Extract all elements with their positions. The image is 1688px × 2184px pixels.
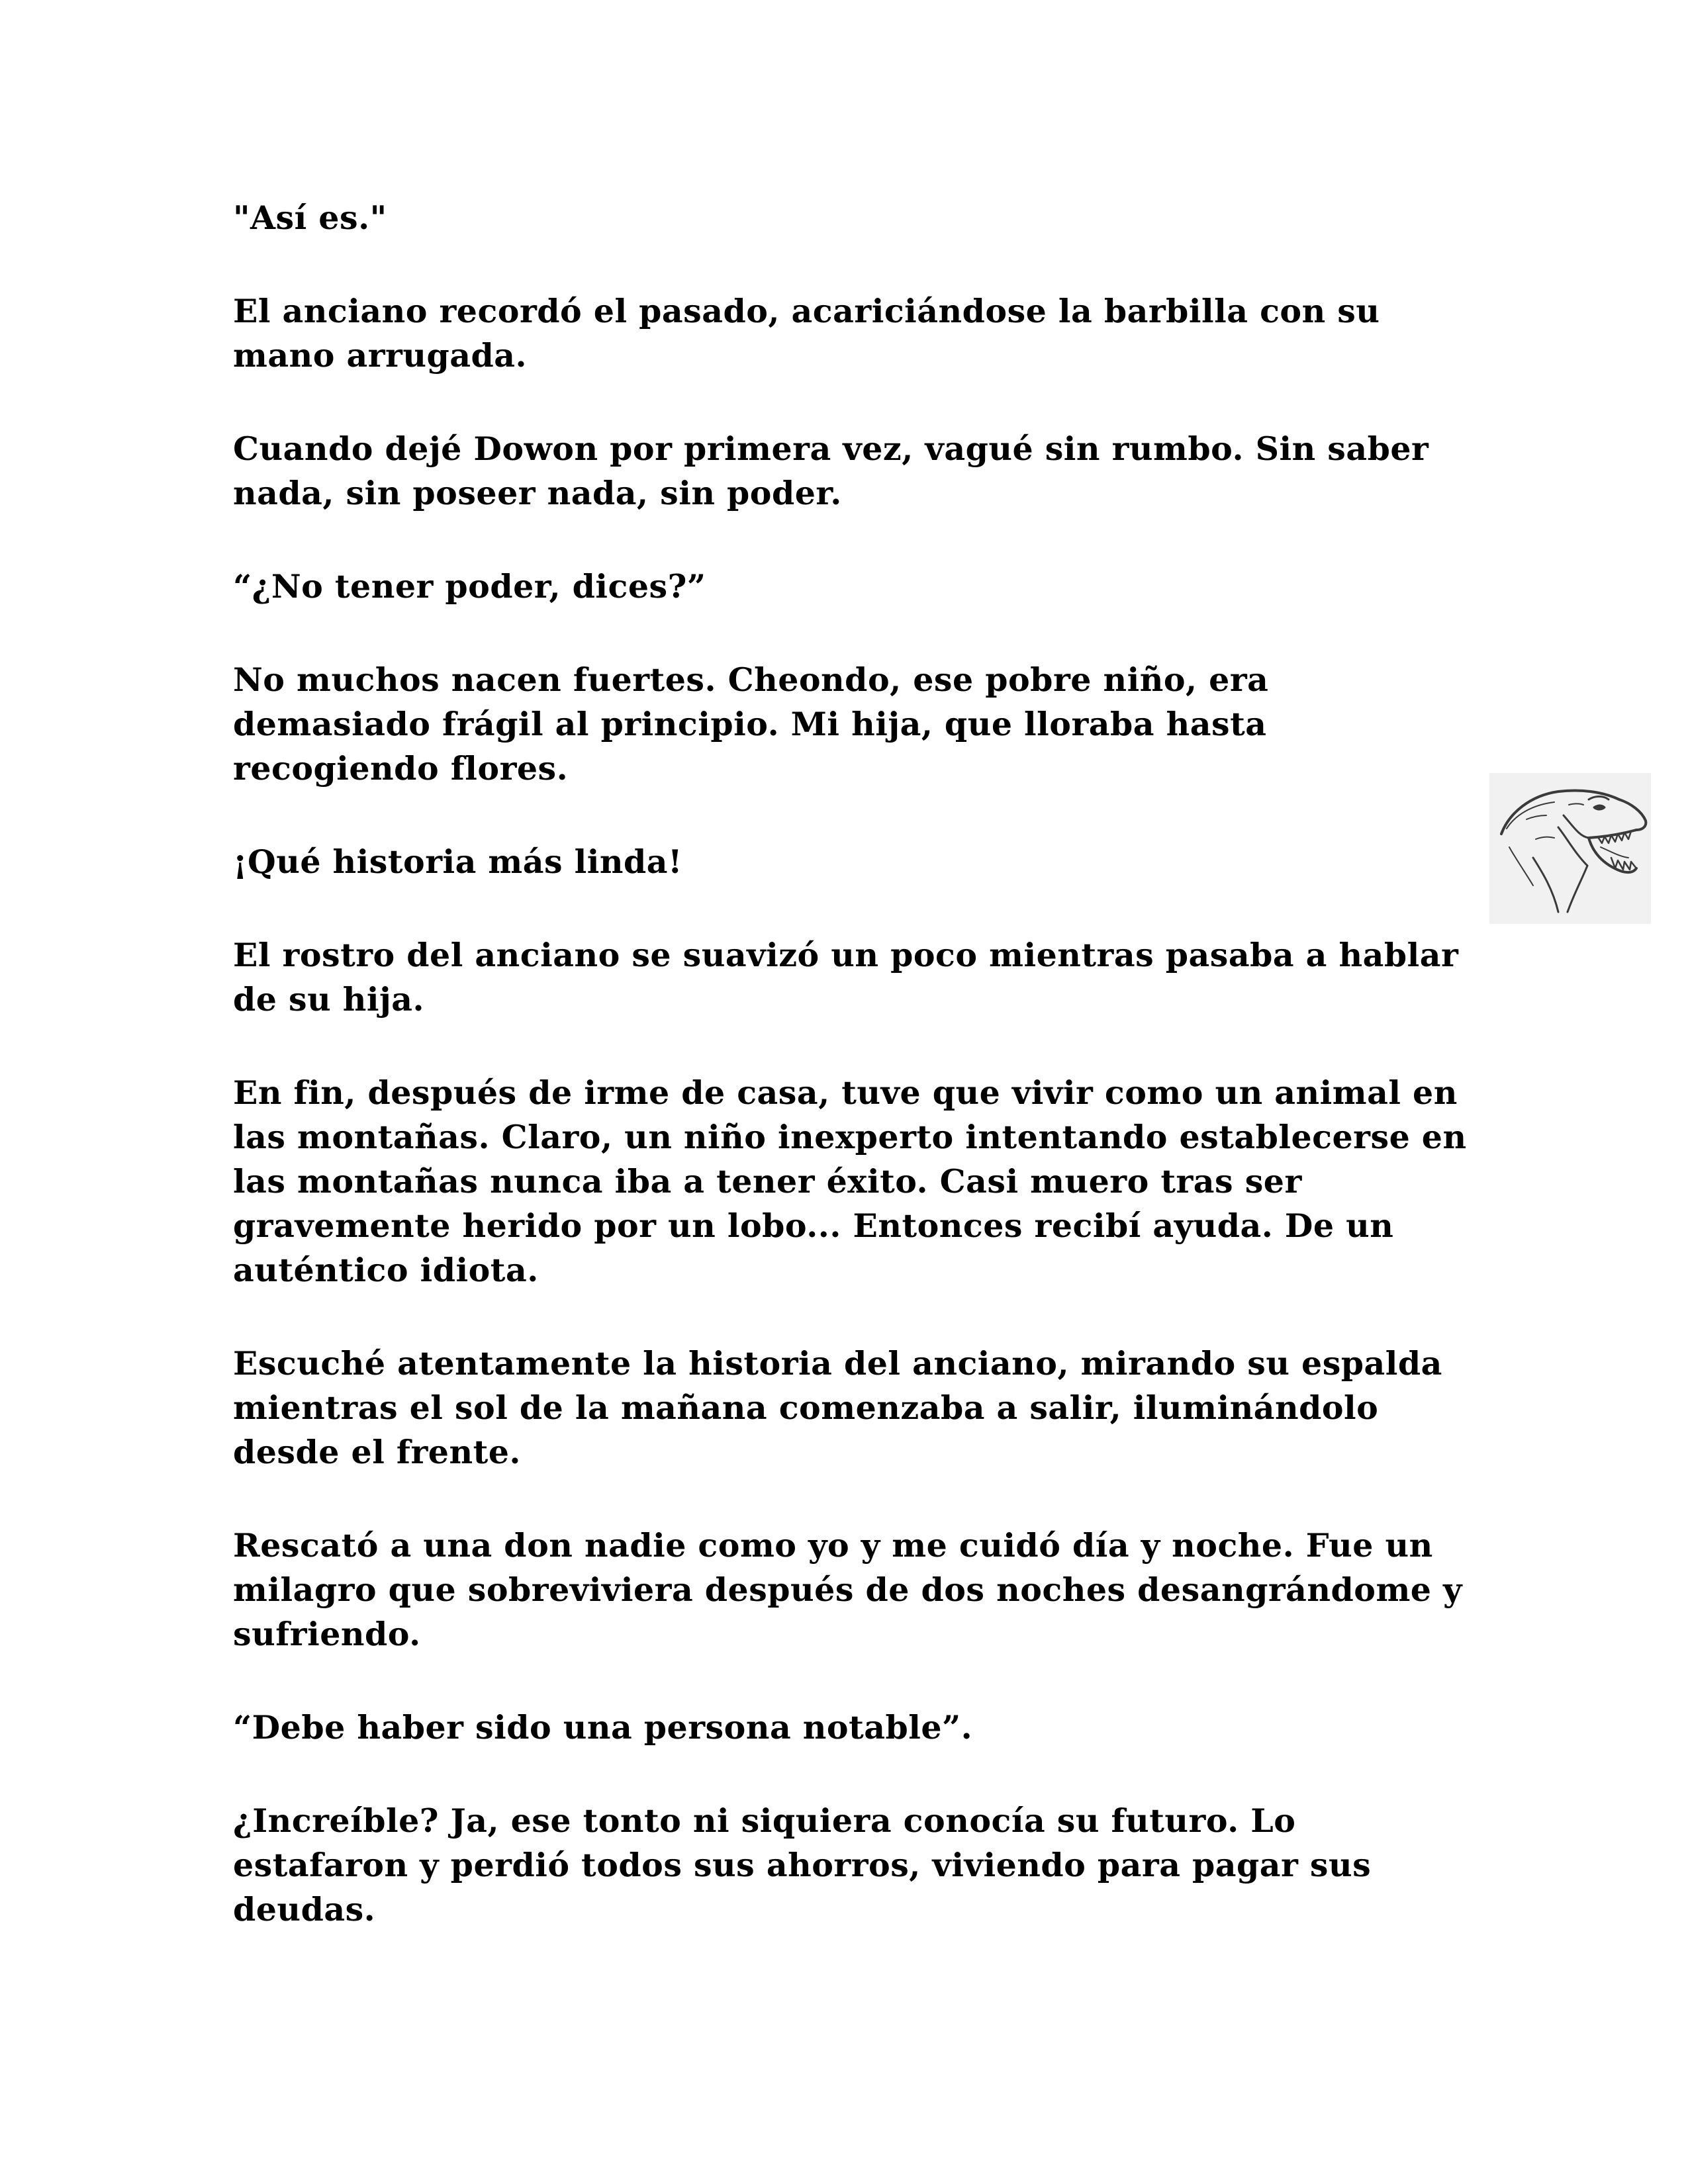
paragraph: Rescató a una don nadie como yo y me cuidó día y noche. Fue un milagro que sobreviviera después de dos noches desangrándome y sufriendo. xyxy=(233,1526,1463,1653)
watermark-logo xyxy=(1489,773,1651,924)
paragraph: "Así es." xyxy=(233,199,387,237)
paragraph: ¿Increíble? Ja, ese tonto ni siquiera conocía su futuro. Lo estafaron y perdió todos sus ahorros, viviendo para pagar sus deudas. xyxy=(233,1801,1372,1929)
paragraph: “Debe haber sido una persona notable”. xyxy=(233,1708,973,1747)
paragraph: “¿No tener poder, dices?” xyxy=(233,567,706,606)
paragraph: Escuché atentamente la historia del anciano, mirando su espalda mientras el sol de la mañana comenzaba a salir, iluminándolo desde el frente. xyxy=(233,1344,1442,1471)
paragraph: ¡Qué historia más linda! xyxy=(233,842,683,881)
paragraph: No muchos nacen fuertes. Cheondo, ese pobre niño, era demasiado frágil al principio. Mi hija, que lloraba hasta recogiendo flores. xyxy=(233,660,1269,788)
paragraph: Cuando dejé Dowon por primera vez, vagué sin rumbo. Sin saber nada, sin poseer nada, sin poder. xyxy=(233,430,1429,512)
paragraph: El rostro del anciano se suavizó un poco mientras pasaba a hablar de su hija. xyxy=(233,936,1459,1019)
dinosaur-head-icon xyxy=(1489,773,1651,924)
paragraph: El anciano recordó el pasado, acariciándose la barbilla con su mano arrugada. xyxy=(233,292,1380,375)
body-text xyxy=(233,196,1477,1981)
paragraph: En fin, después de irme de casa, tuve que vivir como un animal en las montañas. Claro, un niño inexperto intentando establecerse en las montañas nunca iba a tener éxito. Casi muero tras ser gravemente herido por un lobo... Entonces recibí ayuda. De un auténtico idiota. xyxy=(233,1073,1467,1289)
